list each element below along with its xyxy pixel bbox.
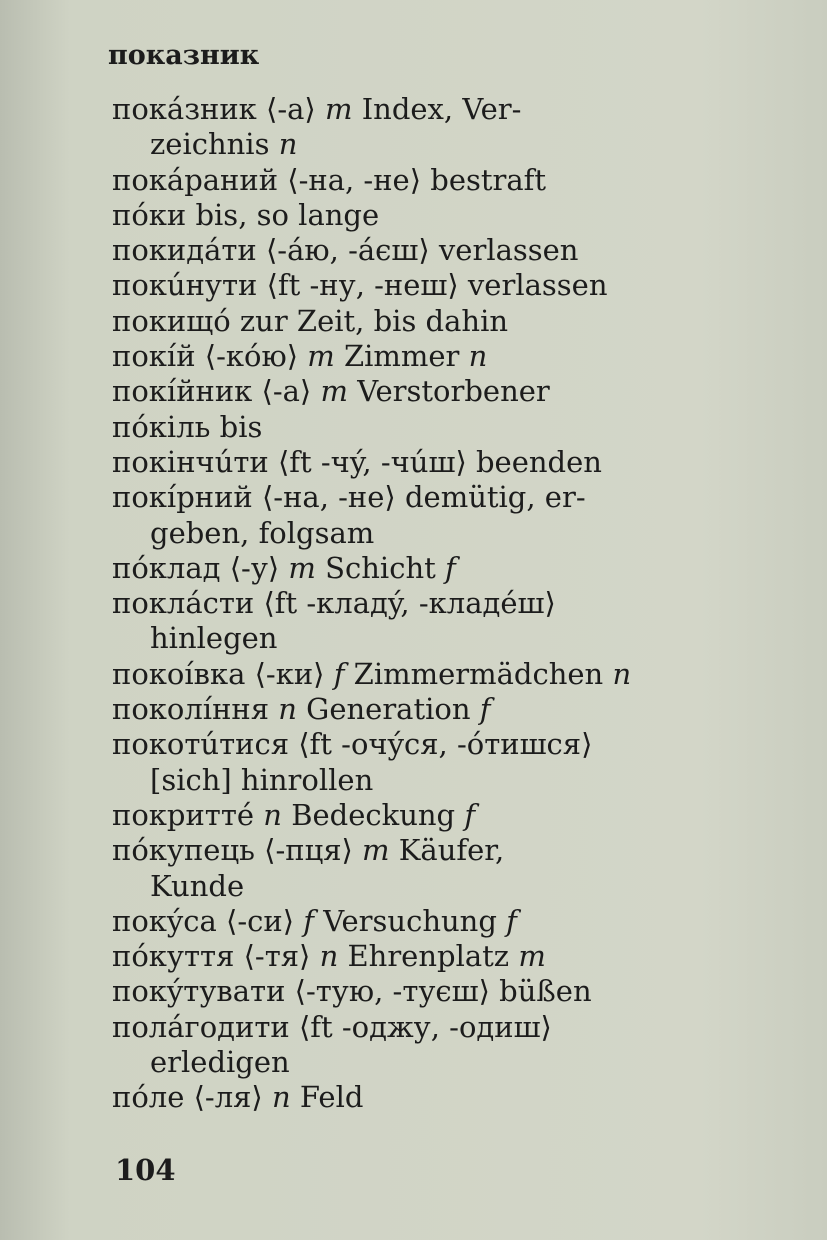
translation: bis bbox=[219, 409, 263, 444]
translation: bestraft bbox=[430, 162, 547, 197]
dictionary-entry bbox=[112, 480, 712, 515]
inflection: ⟨ft -очýся, -óтишся⟩ bbox=[298, 727, 593, 762]
gender-marker: f bbox=[464, 797, 476, 832]
gender-marker: m bbox=[518, 939, 546, 974]
gender-marker: f bbox=[445, 550, 456, 585]
translation: Verstorbener bbox=[357, 374, 550, 409]
gender-marker: n bbox=[278, 127, 298, 162]
headword: покриттé bbox=[112, 797, 255, 832]
headword: пóклад bbox=[112, 550, 221, 585]
translation: Zimmer bbox=[343, 339, 460, 374]
inflection: ⟨-а⟩ bbox=[261, 374, 312, 409]
dictionary-entry bbox=[112, 586, 712, 621]
translation: Schicht bbox=[325, 550, 436, 585]
headword: поколíння bbox=[112, 692, 270, 727]
translation: Versuchung bbox=[323, 903, 497, 938]
page-number: 104 bbox=[115, 1153, 176, 1187]
dictionary-entry bbox=[112, 551, 712, 586]
translation: beenden bbox=[475, 444, 602, 479]
translation-continued: geben, folgsam bbox=[150, 515, 375, 550]
inflection: ⟨-пця⟩ bbox=[264, 833, 353, 868]
dictionary-entry bbox=[112, 939, 712, 974]
headword: покáзник bbox=[112, 92, 257, 126]
dictionary-entry bbox=[112, 974, 712, 1009]
inflection: ⟨-на, -не⟩ bbox=[261, 480, 396, 515]
gender-marker: f bbox=[479, 692, 491, 727]
gender-marker: m bbox=[362, 833, 390, 868]
dictionary-entry bbox=[112, 304, 712, 339]
headword: покúнути bbox=[112, 268, 258, 303]
gender-marker: f bbox=[333, 656, 345, 691]
dictionary-entry bbox=[112, 410, 712, 445]
headword: пóкупець bbox=[112, 833, 255, 868]
dictionary-entry bbox=[112, 163, 712, 198]
gender-marker: f bbox=[506, 903, 517, 938]
dictionary-entry bbox=[112, 445, 712, 480]
entry-continuation bbox=[112, 1045, 712, 1080]
translation: demütig, er- bbox=[404, 480, 586, 515]
headword: пóкіль bbox=[112, 409, 211, 444]
gender-marker: n bbox=[278, 692, 297, 727]
entry-continuation bbox=[112, 869, 712, 904]
entry-continuation bbox=[112, 516, 712, 551]
translation-continued: zeichnis bbox=[150, 127, 270, 162]
inflection: ⟨ft -оджу, -одиш⟩ bbox=[298, 1009, 552, 1044]
dictionary-entry bbox=[112, 833, 712, 868]
inflection: ⟨-áю, -áєш⟩ bbox=[265, 233, 430, 268]
dictionary-entry bbox=[112, 92, 712, 127]
translation-continued: Kunde bbox=[150, 868, 245, 903]
headword: покíрний bbox=[112, 480, 253, 515]
translation: Index, Ver- bbox=[361, 92, 522, 126]
dictionary-entry bbox=[112, 198, 712, 233]
headword: покíй bbox=[112, 339, 196, 374]
entry-continuation bbox=[112, 763, 712, 798]
translation: bis, so lange bbox=[195, 197, 380, 232]
dictionary-entry bbox=[112, 657, 712, 692]
dictionary-entry bbox=[112, 339, 712, 374]
translation: verlassen bbox=[438, 233, 579, 268]
entry-list bbox=[112, 92, 712, 1116]
gender-marker: f bbox=[303, 903, 314, 938]
headword: пóкуття bbox=[112, 939, 235, 974]
running-head-guide-word: показник bbox=[108, 40, 260, 71]
inflection: ⟨-кóю⟩ bbox=[204, 339, 299, 374]
translation: Zimmermädchen bbox=[353, 656, 604, 691]
translation: büßen bbox=[499, 974, 592, 1009]
headword: поклáсти bbox=[112, 586, 255, 621]
inflection: ⟨ft -чý, -чúш⟩ bbox=[277, 444, 467, 479]
dictionary-entry bbox=[112, 233, 712, 268]
headword: покýса bbox=[112, 903, 217, 938]
inflection: ⟨-ки⟩ bbox=[254, 656, 325, 691]
headword: покінчúти bbox=[112, 444, 269, 479]
headword: полáгодити bbox=[112, 1009, 290, 1044]
translation: Feld bbox=[299, 1080, 364, 1115]
gender-marker: m bbox=[324, 92, 353, 126]
translation: hinlegen bbox=[150, 621, 278, 656]
entry-continuation bbox=[112, 127, 712, 162]
inflection: ⟨-си⟩ bbox=[226, 903, 295, 938]
dictionary-entry bbox=[112, 268, 712, 303]
translation: zur Zeit, bis dahin bbox=[239, 303, 509, 338]
translation: Käufer, bbox=[398, 833, 505, 868]
headword: покоíвка bbox=[112, 656, 246, 691]
gender-marker: m bbox=[288, 550, 316, 585]
inflection: ⟨ft -ну, -неш⟩ bbox=[266, 268, 459, 303]
dictionary-entry bbox=[112, 798, 712, 833]
inflection: ⟨-ля⟩ bbox=[193, 1080, 263, 1115]
dictionary-entry bbox=[112, 374, 712, 409]
translation: [sich] hinrollen bbox=[150, 762, 374, 797]
headword: покýтувати bbox=[112, 974, 286, 1009]
gender-marker: n bbox=[319, 939, 339, 974]
gender-marker: m bbox=[320, 374, 348, 409]
headword: покáраний bbox=[112, 162, 279, 197]
dictionary-entry bbox=[112, 692, 712, 727]
headword: покидáти bbox=[112, 233, 257, 268]
headword: покíйник bbox=[112, 374, 253, 409]
translation: Ehrenplatz bbox=[347, 939, 510, 974]
translation: erledigen bbox=[150, 1045, 290, 1080]
inflection: ⟨-у⟩ bbox=[229, 550, 280, 585]
dictionary-entry bbox=[112, 1010, 712, 1045]
gender-marker: m bbox=[307, 339, 335, 374]
dictionary-entry bbox=[112, 727, 712, 762]
headword: пóле bbox=[112, 1080, 185, 1115]
gender-marker: n bbox=[263, 797, 282, 832]
gender-marker: n bbox=[612, 656, 632, 691]
headword: покищó bbox=[112, 303, 231, 338]
translation: Generation bbox=[306, 692, 471, 727]
inflection: ⟨-а⟩ bbox=[266, 92, 316, 126]
translation: verlassen bbox=[467, 268, 608, 303]
inflection: ⟨-тя⟩ bbox=[243, 939, 311, 974]
headword: пóки bbox=[112, 197, 187, 232]
entry-continuation bbox=[112, 621, 712, 656]
gender-marker: n bbox=[468, 339, 488, 374]
inflection: ⟨-на, -не⟩ bbox=[287, 162, 422, 197]
translation: Bedeckung bbox=[291, 797, 456, 832]
gender-marker: n bbox=[271, 1080, 291, 1115]
inflection: ⟨-тую, -туєш⟩ bbox=[294, 974, 490, 1009]
inflection: ⟨ft -кладý, -кладéш⟩ bbox=[263, 586, 556, 621]
dictionary-entry bbox=[112, 1080, 712, 1115]
dictionary-entry bbox=[112, 904, 712, 939]
headword: покотúтися bbox=[112, 727, 290, 762]
